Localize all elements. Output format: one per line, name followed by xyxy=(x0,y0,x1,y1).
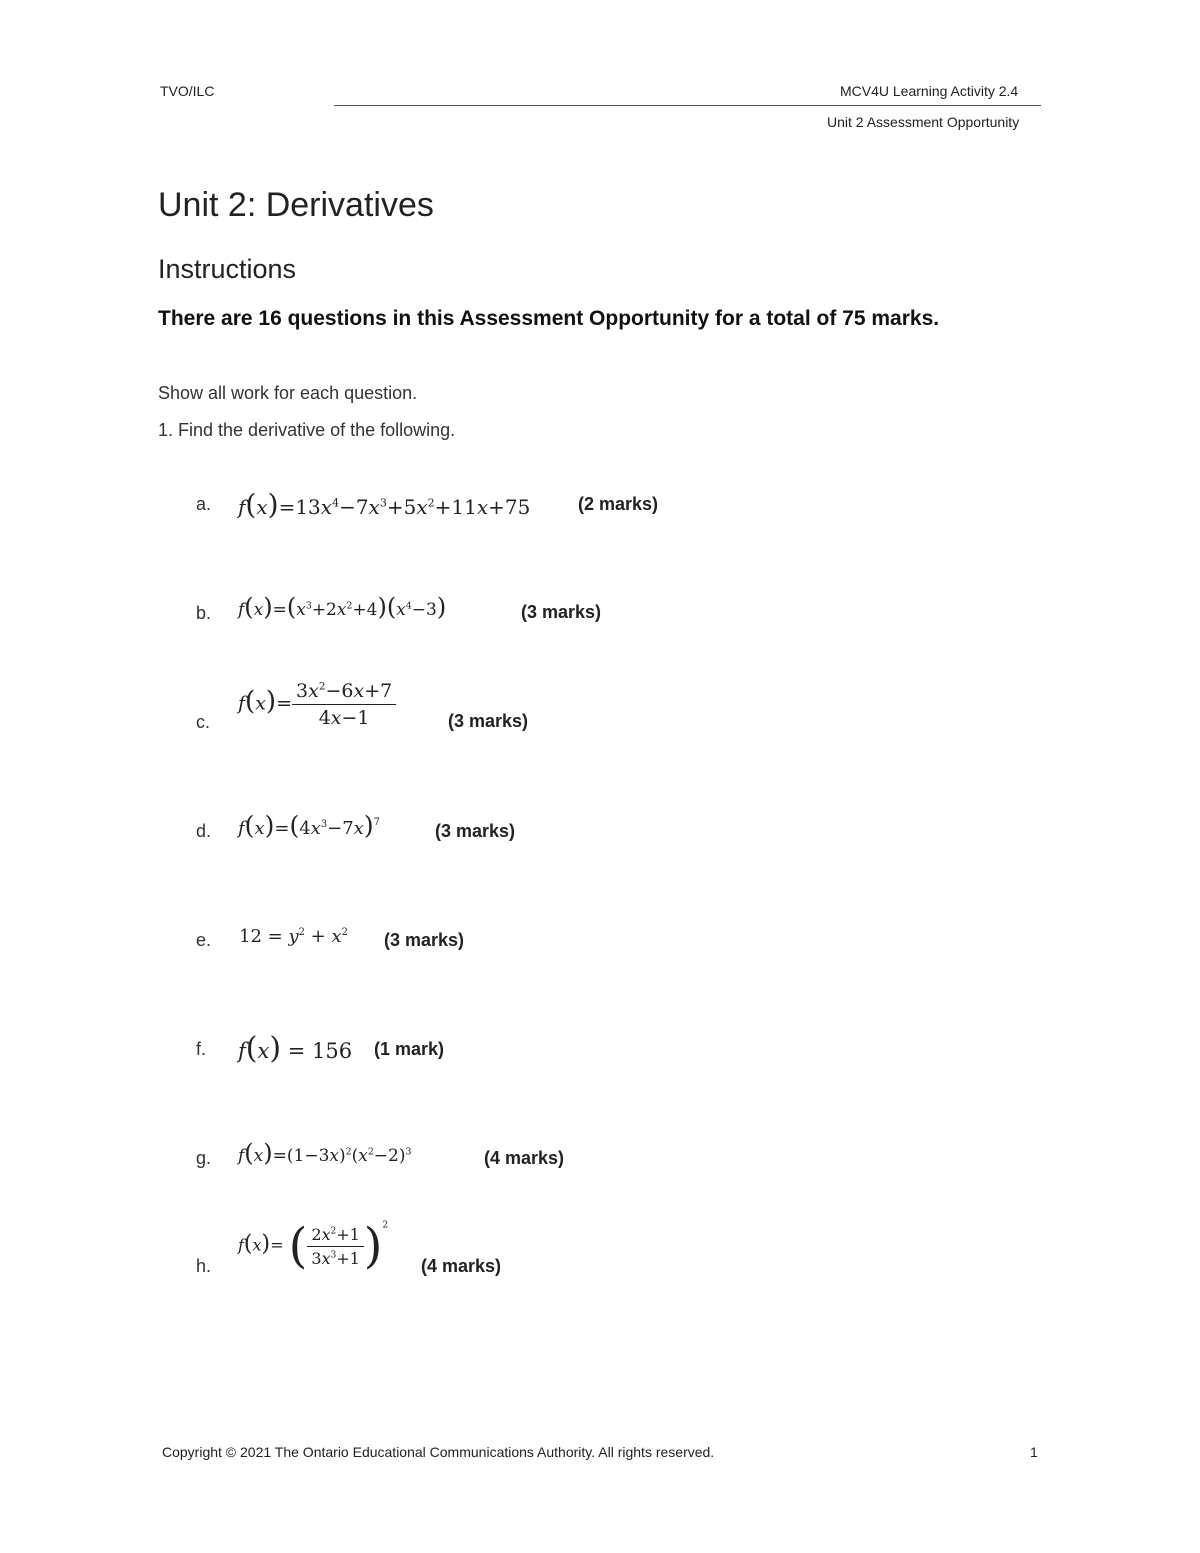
part-f-letter: f. xyxy=(196,1039,207,1059)
part-a-expression: $f(x)=13x^4-7x^3+5x^2+11x+75$ xyxy=(238,488,531,521)
part-c-expression: f(x)= $\frac{3x^2-6x+7}{4x-1}$ xyxy=(238,680,396,729)
header-rule xyxy=(334,105,1041,106)
total-statement: There are 16 questions in this Assessment Opportunity for a total of 75 marks. xyxy=(158,307,940,330)
part-c-marks: (3 marks) xyxy=(448,711,529,731)
part-a-marks: (2 marks) xyxy=(578,494,659,514)
part-e-marks: (3 marks) xyxy=(384,930,465,950)
header-activity: MCV4U Learning Activity 2.4 xyxy=(840,83,1019,99)
part-h-marks: (4 marks) xyxy=(421,1256,502,1276)
part-d-letter: d. xyxy=(196,821,212,841)
part-f-expression: f(x) = 156 xyxy=(238,1031,353,1066)
part-e-letter: e. xyxy=(196,930,212,950)
header-left: TVO/ILC xyxy=(160,83,215,99)
part-d-marks: (3 marks) xyxy=(435,821,516,841)
part-g-expression: $f(x)=(1-3x)^2(x^2-2)^3$ xyxy=(238,1139,412,1167)
footer-copyright: Copyright © 2021 The Ontario Educational Communications Authority. All rights reserved. xyxy=(162,1444,715,1460)
header-unit: Unit 2 Assessment Opportunity xyxy=(827,114,1020,130)
show-work-text: Show all work for each question. xyxy=(158,383,418,403)
part-c-letter: c. xyxy=(196,712,211,732)
part-b-expression: $f(x)=(x^3+2x^2+4)(x^4-3)$ xyxy=(238,593,447,621)
page-title: Unit 2: Derivatives xyxy=(158,186,434,224)
part-f-marks: (1 mark) xyxy=(374,1039,445,1059)
page-number: 1 xyxy=(1030,1444,1038,1460)
part-h-letter: h. xyxy=(196,1256,212,1276)
question-1: 1. Find the derivative of the following. xyxy=(158,420,456,440)
part-g-marks: (4 marks) xyxy=(484,1148,565,1168)
part-e-expression: $12 = y^2 + x^2$ xyxy=(239,926,348,947)
part-b-marks: (3 marks) xyxy=(521,602,602,622)
part-a-letter: a. xyxy=(196,494,212,514)
part-b-letter: b. xyxy=(196,603,212,623)
part-h-expression: f(x)= ( $\frac{2x^2+1}{3x^3+1}$ )$^2$ xyxy=(238,1218,389,1274)
instructions-heading: Instructions xyxy=(158,254,297,284)
part-g-letter: g. xyxy=(196,1148,212,1168)
part-d-expression: $f(x)=(4x^3-7x)^7$ xyxy=(238,811,380,840)
